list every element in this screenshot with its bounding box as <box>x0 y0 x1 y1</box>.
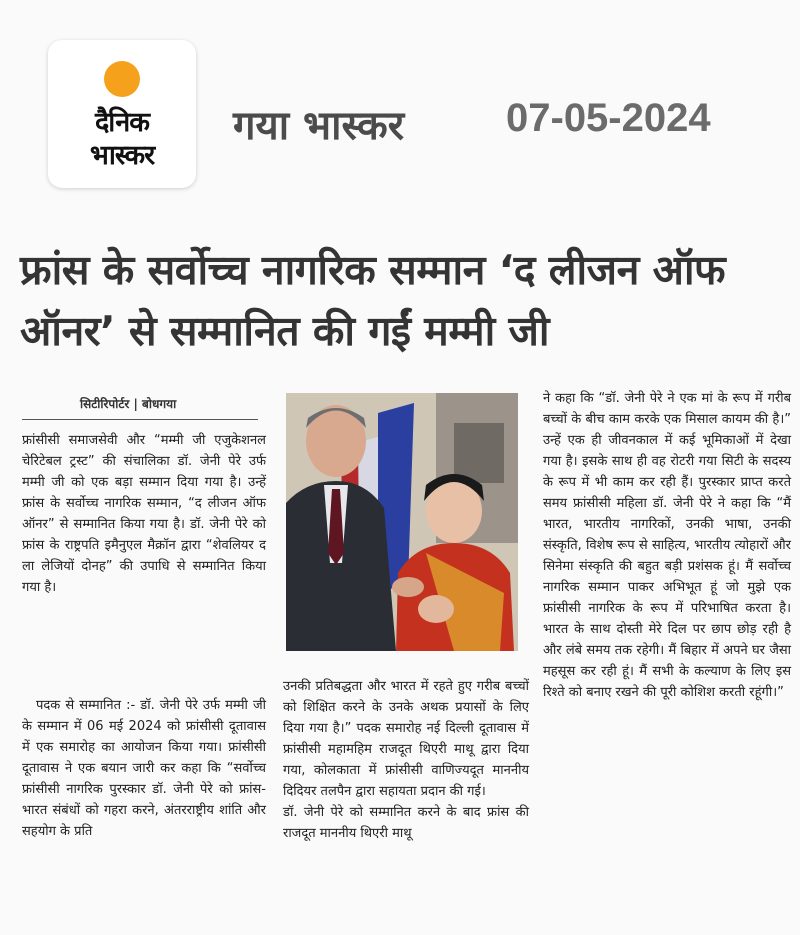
article-column-2 <box>283 676 529 844</box>
edition-date: 07-05-2024 <box>506 96 711 140</box>
paragraph: फ्रांसीसी समाजसेवी और “मम्मी जी एजुकेशनल चेरिटेबल ट्रस्ट” की संचालिका डॉ. जेनी पेरे उर्फ मम्मी जी को एक बड़ा सम्मान दिया गया है। उन्हें फ्रांस के सर्वोच्च नागरिक सम्मान, “द लीजन ऑफ ऑनर” से सम्मानित किया गया है। डॉ. जेनी पेरे को फ्रांस के राष्ट्रपति इमैनुएल मैक्रॉन द्वारा “शेवलियर द ला लेजियों दोनह” की उपाधि से सम्मानित किया गया है। <box>22 433 266 595</box>
logo-text-line2: भास्कर <box>89 140 155 171</box>
paragraph: ने कहा कि “डॉ. जेनी पेरे ने एक मां के रूप में गरीब बच्चों के बीच काम करके एक मिसाल कायम की है।” उन्हें एक ही जीवनकाल में कई भूमिकाओं में देखा गया है। इसके साथ ही वह रोटरी गया सिटी के सदस्य के रूप में भी काम कर रही हैं। पुरस्कार प्राप्त करते समय फ्रांसीसी महिला डॉ. जेनी पेरे ने कहा कि “मैं भारत, भारतीय नागरिकों, उनकी भाषा, उनकी संस्कृति, विशेष रूप से साहित्य, भारतीय त्योहारों और सिनेमा संस्कृति की बहुत बड़ी प्रशंसक हूं। मैं सर्वोच्च नागरिक सम्मान पाकर अभिभूत हूं जो मुझे एक फ्रांसीसी नागरिक के रूप में परिभाषित करता है। भारत के साथ दोस्ती मेरे दिल पर छाप छोड़ रही है और लंबे समय तक रहेगी। मैं बिहार में अपने घर जैसा महसूस कर रही हूं। मैं सभी के कल्याण के लिए इस रिश्ते को बनाए रखने की पूरी कोशिश करती रहूंगी।” <box>543 391 791 700</box>
sun-logo-icon <box>104 61 140 97</box>
photo-illustration <box>286 393 518 651</box>
logo-text-line1: दैनिक <box>94 107 150 138</box>
dainik-bhaskar-logo <box>48 40 196 188</box>
byline-divider <box>22 419 258 420</box>
byline: सिटीरिपोर्टर | बोधगया <box>80 397 177 411</box>
article-headline: फ्रांस के सर्वोच्च नागरिक सम्मान ‘द लीजन ऑफ ऑनर’ से सम्मानित की गईं मम्मी जी <box>20 246 726 355</box>
paragraph: डॉ. जेनी पेरे को सम्मानित करने के बाद फ्रांस की राजदूत माननीय थिएरी माथू <box>283 805 529 841</box>
paragraph: उनकी प्रतिबद्धता और भारत में रहते हुए गरीब बच्चों को शिक्षित करने के उनके अथक प्रयासों के लिए दिया गया है।” पदक समारोह नई दिल्ली दूतावास में फ्रांसीसी महामहिम राजदूत थिएरी माथू द्वारा दिया गया, कोलकाता में फ्रांसीसी वाणिज्यदूत माननीय दिदियर तलपैन द्वारा सहायता प्रदान की गई। <box>283 679 529 799</box>
article-column-1-top <box>22 430 266 598</box>
paragraph: पदक से सम्मानित :- डॉ. जेनी पेरे उर्फ मम्मी जी के सम्मान में 06 मई 2024 को फ्रांसीसी दूतावास में एक समारोह का आयोजन किया गया। फ्रांसीसी दूतावास ने एक बयान जारी कर कहा कि “सर्वोच्च फ्रांसीसी नागरिक पुरस्कार डॉ. जेनी पेरे को फ्रांस-भारत संबंधों को गहरा करने, अंतरराष्ट्रीय शांति और सहयोग के प्रति <box>22 698 266 839</box>
article-column-1-bottom <box>22 695 266 842</box>
article-photo <box>286 393 518 651</box>
edition-name: गया भास्कर <box>233 103 405 149</box>
article-column-3 <box>543 388 791 703</box>
